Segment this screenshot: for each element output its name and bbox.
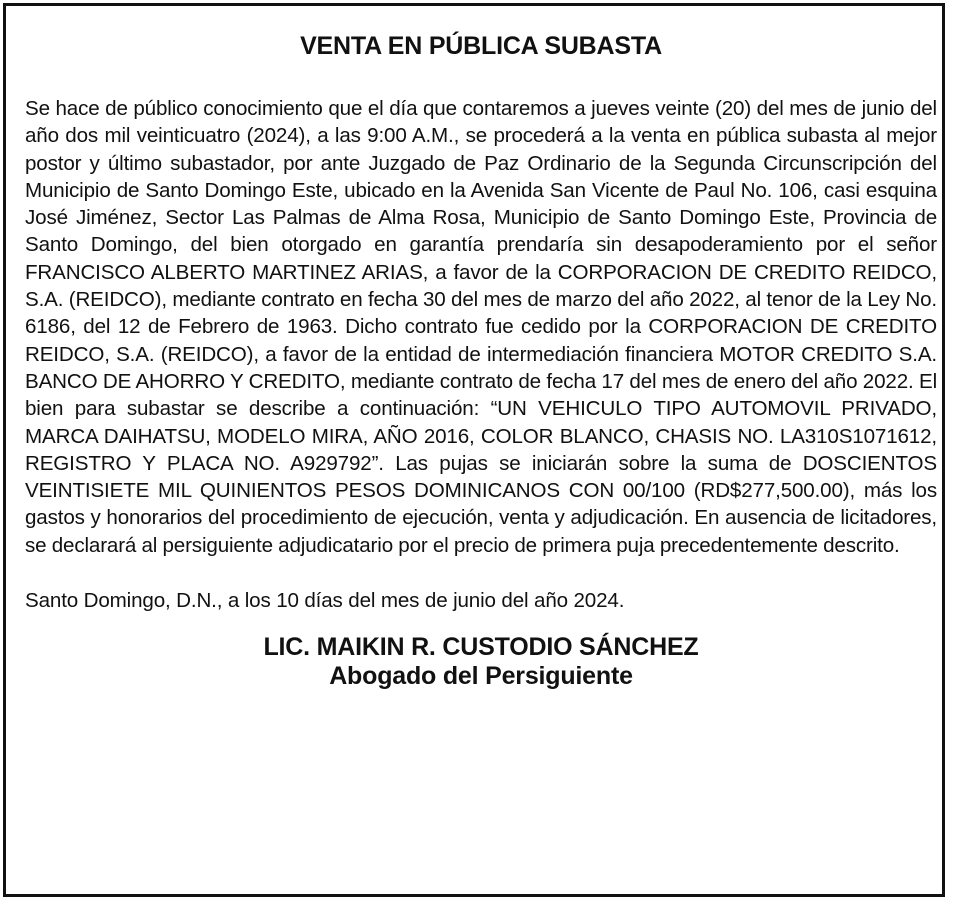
signature-block <box>25 633 937 691</box>
notice-title: VENTA EN PÚBLICA SUBASTA <box>300 32 662 60</box>
notice-body-paragraph: Se hace de público conocimiento que el día que contaremos a jueves veinte (20) del mes de junio del año dos mil veinticuatro (2024), a las 9:00 A.M., se procederá a la venta en pública subasta al mejor postor y último subastador, por ante Juzgado de Paz Ordinario de la Segunda Circunscripción del Municipio de Santo Domingo Este, ubicado en la Avenida San Vicente de Paul No. 106, casi esquina José Jiménez, Sector Las Palmas de Alma Rosa, Municipio de Santo Domingo Este, Provincia de Santo Domingo, del bien otorgado en garantía prendaría sin desapoderamiento por el señor FRANCISCO ALBERTO MARTINEZ ARIAS, a favor de la CORPORACION DE CREDITO REIDCO, S.A. (REIDCO), mediante contrato en fecha 30 del mes de marzo del año 2022, al tenor de la Ley No. 6186, del 12 de Febrero de 1963. Dicho contrato fue cedido por la CORPORACION DE CREDITO REIDCO, S.A. (REIDCO), a favor de la entidad de intermediación financiera MOTOR CREDITO S.A. BANCO DE AHORRO Y CREDITO, mediante contrato de fecha 17 del mes de enero del año 2022. El bien para subastar se describe a continuación: “UN VEHICULO TIPO AUTOMOVIL PRIVADO, MARCA DAIHATSU, MODELO MIRA, AÑO 2016, COLOR BLANCO, CHASIS NO. LA310S1071612, REGISTRO Y PLACA NO. A929792”. Las pujas se iniciarán sobre la suma de DOSCIENTOS VEINTISIETE MIL QUINIENTOS PESOS DOMINICANOS CON 00/100 (RD$277,500.00), más los gastos y honorarios del procedimiento de ejecución, venta y adjudicación. En ausencia de licitadores, se declarará al persiguiente adjudicatario por el precio de primera puja precedentemente descrito. <box>25 97 937 557</box>
signature-role: Abogado del Persiguiente <box>329 662 633 691</box>
notice-content <box>25 30 937 691</box>
notice-border <box>3 3 945 897</box>
notice-date-line: Santo Domingo, D.N., a los 10 días del mes de junio del año 2024. <box>25 589 625 613</box>
signature-name: LIC. MAIKIN R. CUSTODIO SÁNCHEZ <box>263 633 699 662</box>
